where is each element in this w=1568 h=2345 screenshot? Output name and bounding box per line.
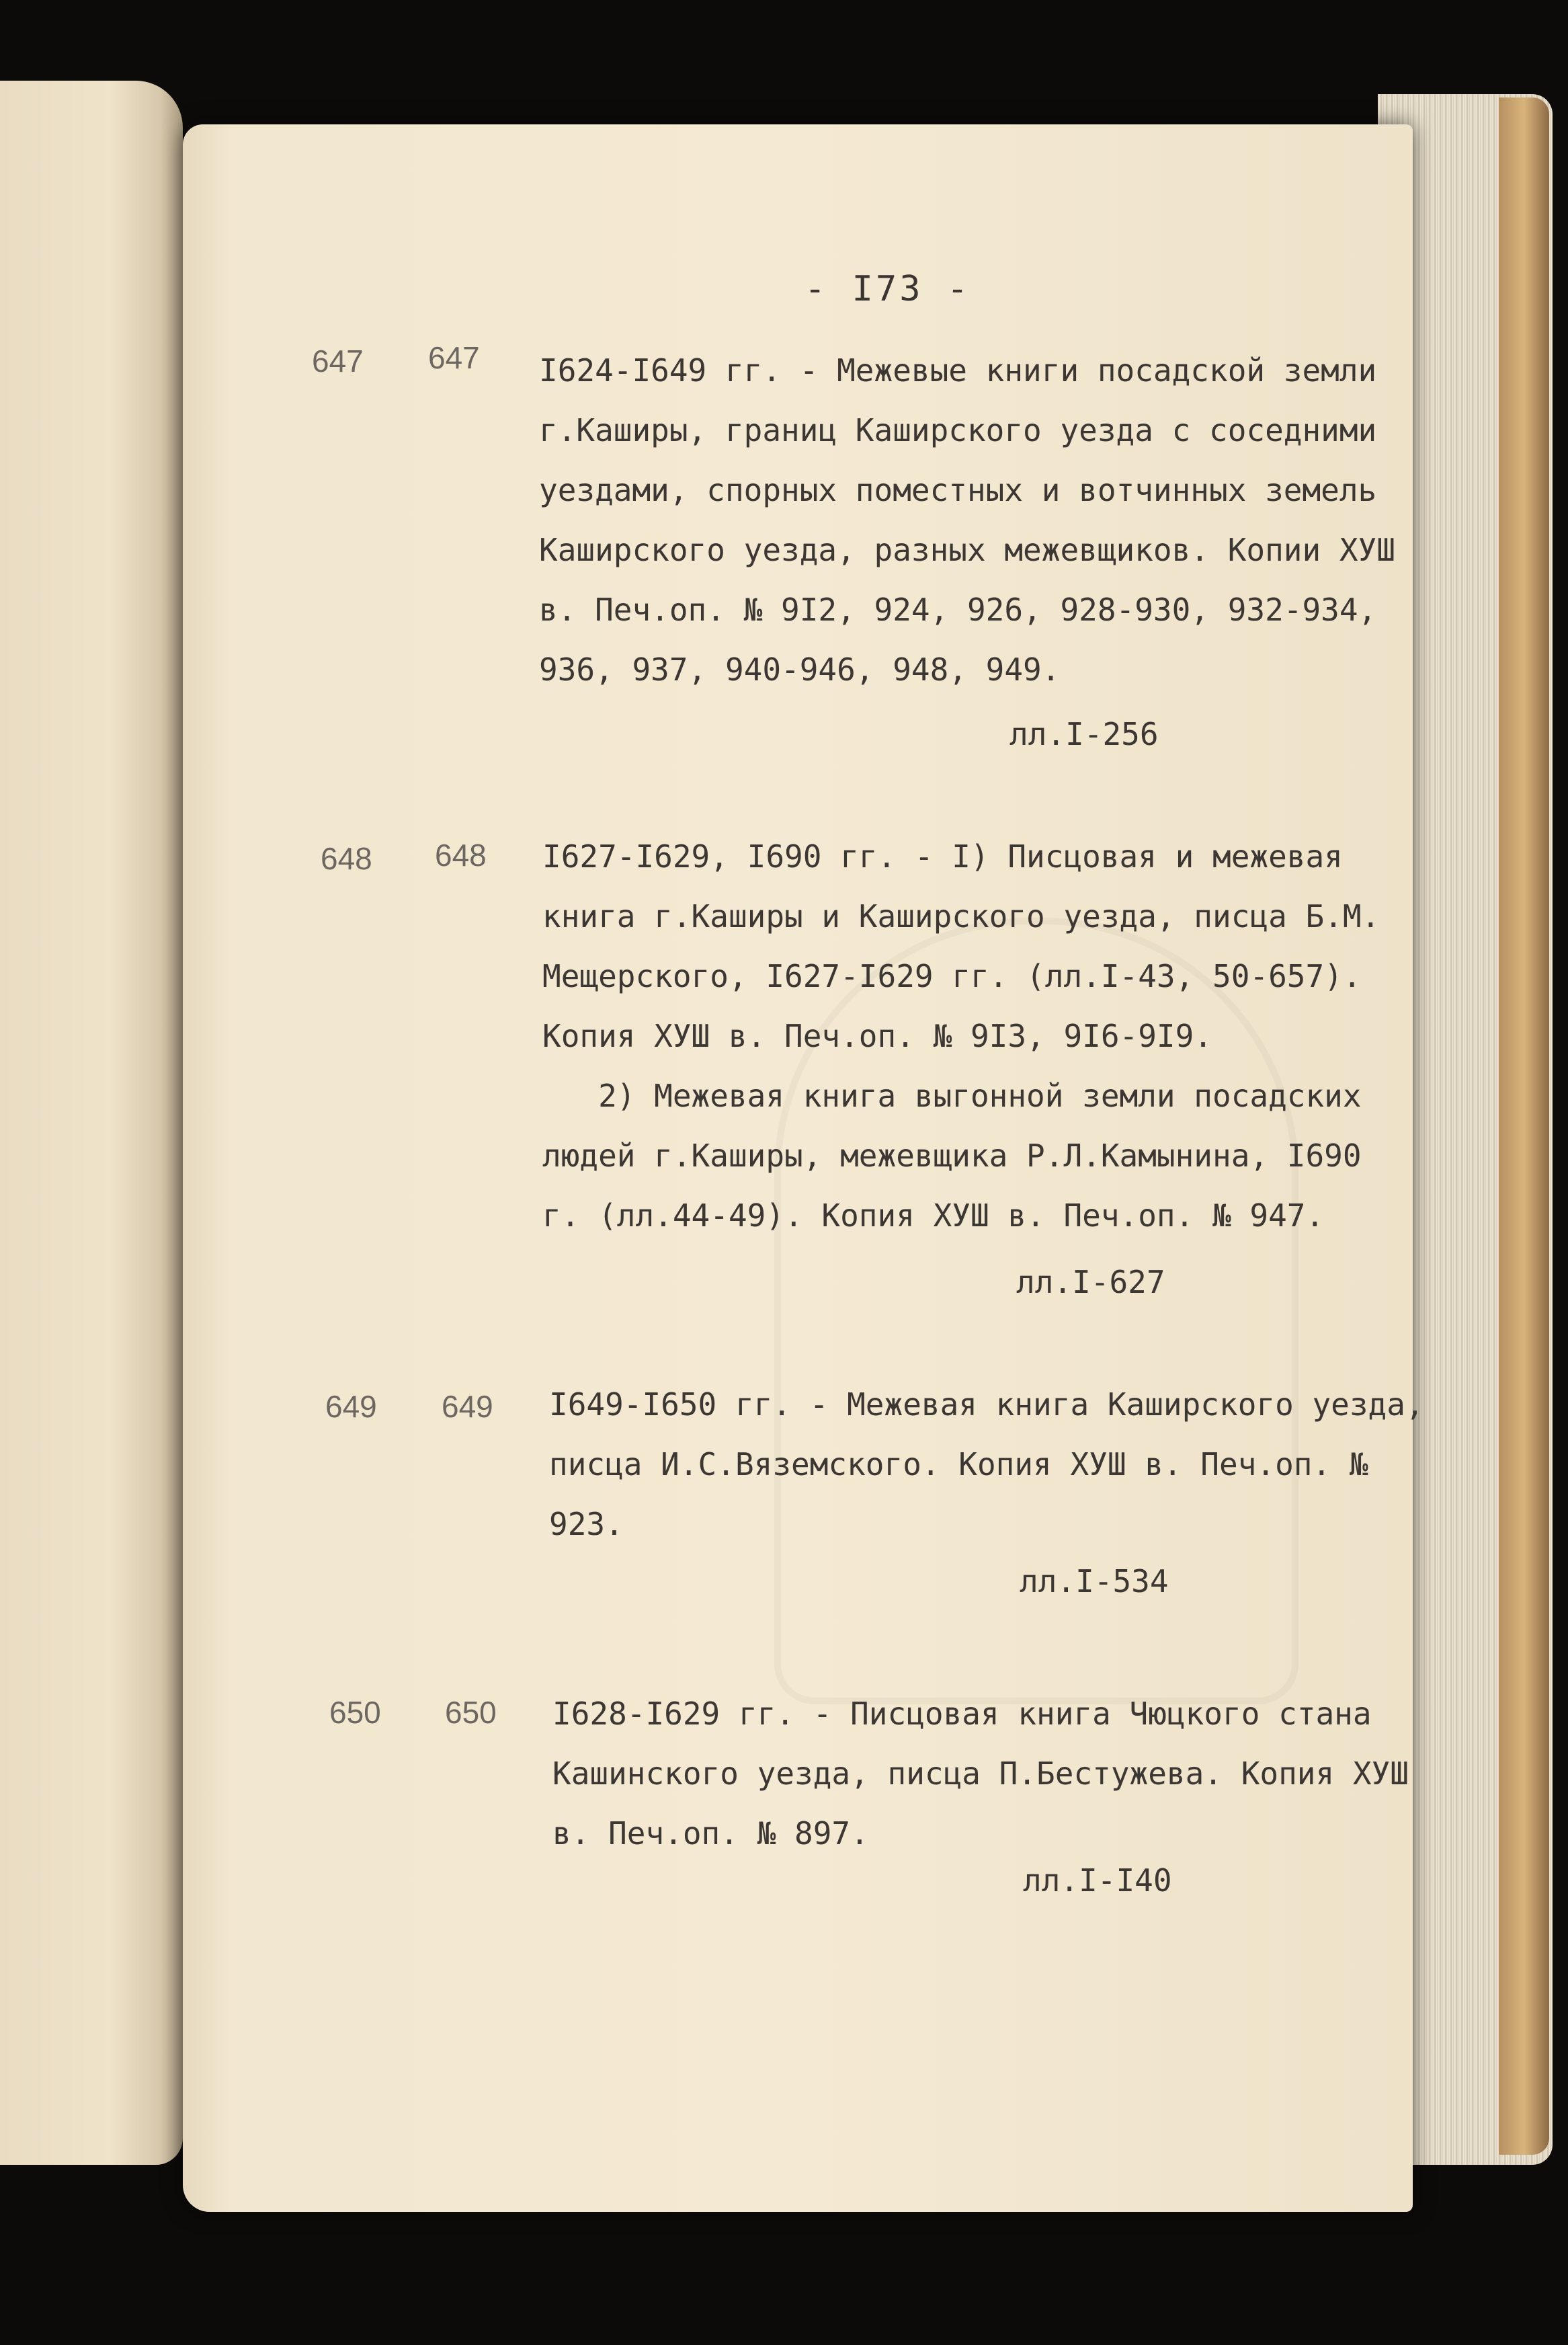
entry-number-new: 649 xyxy=(442,1389,493,1424)
document-page xyxy=(183,124,1424,2212)
folio-range: лл.I-627 xyxy=(1016,1264,1165,1300)
entry-line: I628-I629 гг. - Писцовая книга Чюцкого стана xyxy=(552,1696,1372,1732)
left-page xyxy=(0,81,183,2165)
entry-line: уездами, спорных поместных и вотчинных земель xyxy=(539,472,1377,508)
entry-line: 923. xyxy=(549,1506,624,1542)
entry-line: Копия ХУШ в. Печ.оп. № 9I3, 9I6-9I9. xyxy=(542,1018,1212,1054)
entry-line: I624-I649 гг. - Межевые книги посадской земли xyxy=(539,352,1377,389)
entry-line: Каширского уезда, разных межевщиков. Копии ХУШ xyxy=(539,532,1395,568)
entry-line: в. Печ.оп. № 9I2, 924, 926, 928-930, 932-934, xyxy=(539,592,1377,628)
entry-line: 2) Межевая книга выгонной земли посадских xyxy=(542,1078,1362,1114)
entry-number-old: 650 xyxy=(329,1695,381,1730)
folio-range: лл.I-256 xyxy=(1009,716,1159,752)
entry-number-new: 648 xyxy=(435,838,487,873)
entry-number-new: 647 xyxy=(428,340,480,375)
entry-line: 936, 937, 940-946, 948, 949. xyxy=(539,651,1061,688)
book-cover-edge xyxy=(1499,97,1549,2155)
entry-number-old: 649 xyxy=(325,1389,377,1424)
entry-line: I649-I650 гг. - Межевая книга Каширского уезда, xyxy=(549,1386,1424,1423)
entry-line: г.Каширы, границ Каширского уезда с соседними xyxy=(539,412,1377,448)
folio-range: лл.I-I40 xyxy=(1023,1862,1172,1899)
entry-line: книга г.Каширы и Каширского уезда, писца Б.М. xyxy=(542,898,1380,935)
entry-line: Мещерского, I627-I629 гг. (лл.I-43, 50-657). xyxy=(542,958,1362,994)
entry-line: I627-I629, I690 гг. - I) Писцовая и межевая xyxy=(542,838,1343,875)
entry-number-old: 648 xyxy=(321,841,372,876)
page-number: - I73 - xyxy=(804,269,971,309)
entry-line: в. Печ.оп. № 897. xyxy=(552,1815,869,1852)
entry-line: писца И.С.Вяземского. Копия ХУШ в. Печ.оп. № xyxy=(549,1446,1368,1482)
entry-line: г. (лл.44-49). Копия ХУШ в. Печ.оп. № 947. xyxy=(542,1197,1325,1234)
folio-range: лл.I-534 xyxy=(1020,1563,1169,1599)
entry-line: Кашинского уезда, писца П.Бестужева. Копия ХУШ xyxy=(552,1755,1409,1792)
entry-line: людей г.Каширы, межевщика Р.Л.Камынина, I690 xyxy=(542,1138,1362,1174)
entry-number-new: 650 xyxy=(445,1695,497,1730)
entry-number-old: 647 xyxy=(312,344,364,379)
